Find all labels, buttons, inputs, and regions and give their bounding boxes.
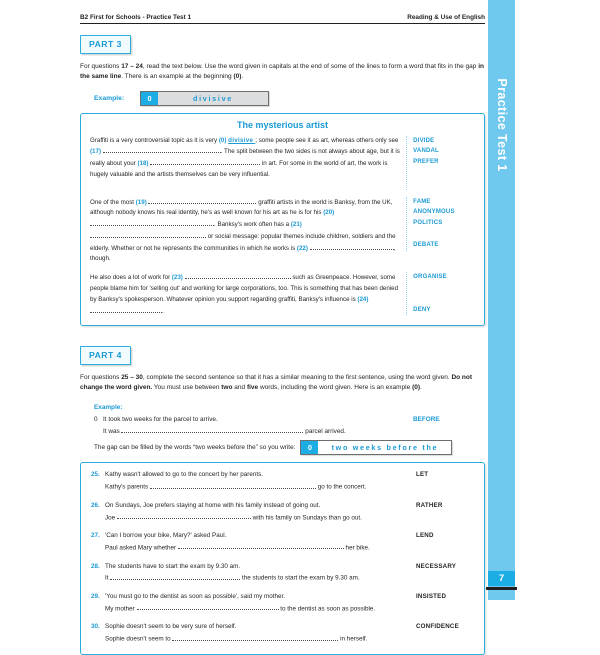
question-answer-row bbox=[91, 482, 474, 493]
part-4-rubric-text-6: . bbox=[420, 384, 422, 392]
part-3-keyword-blank bbox=[413, 179, 475, 190]
part-3-paragraph-text bbox=[90, 272, 406, 317]
part-3-keyword: POLITICS bbox=[413, 220, 443, 227]
paragraph-text-run: He also does a lot of work for bbox=[90, 274, 172, 282]
question-prompt: On Sundays, Joe prefers staying at home with his family instead of going out. bbox=[105, 501, 321, 509]
part-3-keyword: DENY bbox=[413, 306, 431, 313]
part-3-keyword: ORGANISE bbox=[413, 274, 447, 281]
part-3-keyword-blank bbox=[413, 283, 475, 294]
part-4-example-prompt-row bbox=[94, 414, 485, 426]
question-key-word: INSISTED bbox=[416, 593, 447, 601]
part-3-rubric-text-3: . There is an example at the beginning bbox=[121, 73, 234, 81]
question-key-word: NECESSARY bbox=[416, 562, 457, 570]
answer-input-line[interactable] bbox=[137, 604, 279, 611]
paragraph-text-run: . Banksy's work often has a bbox=[214, 221, 291, 229]
gap-answer-line[interactable] bbox=[185, 272, 291, 279]
part-4-example-gap-row bbox=[94, 426, 485, 438]
part-4-rubric-text-2: , complete the second sentence so that it has a similar meaning to the first sentence, using the word given. bbox=[142, 373, 452, 381]
part-4-example-keyword: BEFORE bbox=[413, 415, 440, 423]
part-4-example-gap-line bbox=[121, 426, 303, 433]
question-key-word: LEND bbox=[416, 532, 434, 540]
question-prompt: Sophie doesn't seem to be very sure of herself. bbox=[105, 623, 237, 631]
part-4-rubric-emphasis-4: (0) bbox=[412, 384, 421, 392]
part-3-paragraph-list bbox=[90, 136, 475, 318]
question-prompt: 'You must go to the dentist as soon as possible', said my mother. bbox=[105, 593, 285, 601]
part-3-rubric-text-1: For questions bbox=[80, 62, 122, 70]
part-3-example-number: 0 bbox=[141, 92, 158, 105]
answer-lead-text: Sophie doesn't seem to bbox=[105, 635, 173, 643]
answer-lead-text: My mother bbox=[105, 605, 137, 613]
question-prompt: 'Can I borrow your bike, Mary?' asked Paul. bbox=[105, 532, 227, 540]
answer-lead-text: Kathy's parents bbox=[105, 483, 150, 491]
part-3-paragraph bbox=[90, 197, 475, 266]
part-4-question-item bbox=[91, 592, 474, 615]
gap-answer-line[interactable] bbox=[90, 219, 214, 226]
answer-tail-text: to the dentist as soon as possible. bbox=[278, 605, 376, 613]
part-4-question-item bbox=[91, 562, 474, 585]
question-answer-row bbox=[91, 573, 474, 584]
question-number: 29. bbox=[91, 593, 100, 601]
part-4-question-item bbox=[91, 470, 474, 493]
paragraph-text-run: graffiti artists in the world is Banksy, from the UK, although nobody knows his real identity, he's as well known for his art as he is for his bbox=[90, 198, 393, 217]
practice-test-side-tab bbox=[488, 0, 515, 600]
answer-input-line[interactable] bbox=[178, 543, 344, 550]
part-3-rubric-text-4: . bbox=[241, 73, 244, 81]
page-number-badge bbox=[488, 571, 515, 586]
question-number: 28. bbox=[91, 562, 100, 570]
paragraph-spacer bbox=[90, 190, 475, 197]
part-3-example-answer-strip bbox=[140, 91, 269, 106]
gap-number: (19) bbox=[135, 198, 149, 206]
part-4-question-item bbox=[91, 531, 474, 554]
gap-answer-line[interactable] bbox=[148, 197, 256, 204]
part-3-example-row bbox=[80, 91, 485, 106]
part-3-heading: PART 3 bbox=[80, 35, 131, 54]
question-prompt-row bbox=[91, 470, 474, 481]
part-3-keyword: FAME bbox=[413, 198, 431, 205]
part-4-example-label: Example: bbox=[94, 403, 123, 411]
gap-answer-line[interactable] bbox=[90, 231, 206, 238]
page-header bbox=[80, 14, 485, 24]
gap-number: (20) bbox=[323, 209, 335, 217]
answer-tail-text: the students to start the exam by 9.30 am. bbox=[240, 574, 360, 582]
part-4-write-instruction-row bbox=[94, 440, 485, 455]
part-4-question-range: 25 – 30 bbox=[121, 373, 143, 381]
question-answer-row bbox=[91, 634, 474, 645]
gap-answer-line[interactable] bbox=[150, 158, 260, 165]
part-4-rubric-text-3: You must use between bbox=[152, 384, 222, 392]
question-answer-row bbox=[91, 513, 474, 524]
part-4-rubric-emphasis-2: two bbox=[221, 384, 233, 392]
part-4-question-item bbox=[91, 622, 474, 645]
paragraph-text-run: or social message: popular themes include children, soldiers and the elderly. Whether or not he represents the communities in which he works is bbox=[90, 232, 396, 252]
answer-input-line[interactable] bbox=[110, 573, 240, 580]
answer-tail-text: her bike. bbox=[343, 544, 370, 552]
answer-input-line[interactable] bbox=[117, 513, 251, 520]
part-4-heading: PART 4 bbox=[80, 346, 131, 365]
gap-example-answer: divisive bbox=[228, 136, 256, 144]
part-4-rubric bbox=[80, 373, 485, 394]
gap-number: (24) bbox=[357, 295, 369, 303]
answer-input-line[interactable] bbox=[150, 482, 316, 489]
part-3-text-title: The mysterious artist bbox=[236, 119, 329, 130]
question-prompt-row bbox=[91, 562, 474, 573]
answer-input-line[interactable] bbox=[172, 634, 338, 641]
gap-answer-line[interactable] bbox=[103, 146, 221, 153]
gap-answer-line[interactable] bbox=[90, 306, 162, 313]
side-tab-label: Practice Test 1 bbox=[494, 78, 509, 172]
part-3-keyword-column bbox=[406, 272, 475, 315]
part-4-rubric-emphasis-1: Do not change the word given. bbox=[80, 373, 473, 392]
part-3-keyword-column bbox=[406, 197, 475, 251]
question-number: 25. bbox=[91, 471, 100, 479]
question-prompt: The students have to start the exam by 9.30 am. bbox=[105, 562, 241, 570]
part-4-example-sentence: It took two weeks for the parcel to arrive. bbox=[103, 415, 218, 423]
part-3-keyword: ANONYMOUS bbox=[413, 209, 455, 216]
gap-number: (22) bbox=[296, 244, 310, 252]
part-3-rubric bbox=[80, 62, 485, 83]
part-4-section bbox=[80, 345, 485, 655]
question-number: 27. bbox=[91, 532, 100, 540]
gap-number: (23) bbox=[171, 274, 185, 282]
part-4-rubric-text-5: words, including the word given. Here is an example bbox=[258, 384, 413, 392]
part-3-keyword: DEBATE bbox=[413, 241, 439, 248]
part-4-example-answer-strip bbox=[300, 440, 452, 455]
question-prompt-row bbox=[91, 531, 474, 542]
page-number: 7 bbox=[498, 573, 505, 584]
paragraph-text-run: Graffiti is a very controversial topic as it is very bbox=[90, 136, 219, 144]
part-3-example-label: Example: bbox=[94, 94, 125, 102]
part-4-example-answer-text: two weeks before the bbox=[318, 441, 451, 454]
page-number-rule bbox=[486, 587, 517, 590]
part-3-keyword: PREFER bbox=[413, 159, 439, 166]
header-right-title: Reading & Use of English bbox=[407, 14, 485, 21]
question-number: 26. bbox=[91, 501, 100, 509]
part-4-rubric-text-1: For questions bbox=[80, 373, 122, 381]
paragraph-text-run: in art. For some in the world of art, the work is hugely valuable and the artists themselves can be very influential. bbox=[90, 160, 388, 178]
part-3-paragraph bbox=[90, 136, 475, 190]
part-3-question-range: 17 – 24 bbox=[121, 62, 143, 70]
paragraph-text-run: One of the most bbox=[90, 198, 136, 206]
part-4-example-answer-number: 0 bbox=[301, 441, 318, 454]
part-4-example-number: 0 bbox=[94, 415, 98, 423]
gap-number: (21) bbox=[290, 221, 302, 229]
gap-number: (0) bbox=[218, 136, 229, 144]
question-prompt-row bbox=[91, 501, 474, 512]
part-4-example-block bbox=[80, 402, 485, 456]
part-3-keyword-blank bbox=[413, 168, 475, 179]
answer-lead-text: It bbox=[105, 574, 111, 582]
part-3-keyword-column bbox=[406, 136, 475, 190]
part-3-keyword-blank bbox=[413, 294, 475, 305]
question-key-word: LET bbox=[416, 471, 429, 479]
header-left-title: B2 First for Schools - Practice Test 1 bbox=[80, 14, 192, 21]
question-answer-row bbox=[91, 543, 474, 554]
answer-lead-text: Paul asked Mary whether bbox=[105, 544, 178, 552]
answer-tail-text: with his family on Sundays than go out. bbox=[250, 514, 362, 521]
content-column bbox=[80, 34, 485, 655]
question-key-word: CONFIDENCE bbox=[416, 623, 459, 631]
part-4-write-instruction: The gap can be filled by the words “two weeks before the” so you write: bbox=[94, 443, 296, 451]
question-key-word: RATHER bbox=[416, 501, 443, 509]
part-3-keyword: VANDAL bbox=[413, 148, 439, 155]
paragraph-spacer bbox=[90, 265, 475, 272]
part-3-rubric-text-2: , read the text below. Use the word given in capitals at the end of some of the lines to form a word that fits in the gap bbox=[142, 62, 479, 70]
question-prompt-row bbox=[91, 622, 474, 633]
part-3-text-box bbox=[80, 113, 485, 327]
part-4-question-item bbox=[91, 501, 474, 524]
part-3-paragraph bbox=[90, 272, 475, 317]
question-prompt-row bbox=[91, 592, 474, 603]
gap-number: (18) bbox=[137, 160, 151, 168]
part-3-paragraph-text bbox=[90, 197, 406, 266]
paragraph-text-run: . bbox=[162, 307, 164, 315]
question-prompt: Kathy wasn't allowed to go to the concert by her parents. bbox=[105, 471, 264, 479]
paragraph-text-run: such as Greenpeace. However, some people blame him for 'selling out' and working for large corporations, too. This is something that has been denied by Banksy's spokesperson. Whatever opinion you support regarding graffiti, Banksy's influence is bbox=[90, 274, 399, 303]
question-number: 30. bbox=[91, 623, 100, 631]
answer-tail-text: in herself. bbox=[338, 635, 368, 643]
part-4-rubric-emphasis-3: five bbox=[246, 384, 259, 392]
gap-number: (17) bbox=[90, 148, 103, 156]
part-3-rubric-zero: (0) bbox=[233, 73, 242, 81]
part-3-rubric-emphasis: in the same line bbox=[80, 62, 484, 81]
part-4-example-fill-lead: It was bbox=[103, 427, 120, 435]
part-4-rubric-text-4: and bbox=[232, 384, 247, 392]
question-answer-row bbox=[91, 604, 474, 615]
gap-answer-line[interactable] bbox=[310, 243, 394, 250]
part-4-question-box bbox=[80, 462, 485, 655]
part-3-keyword: DIVIDE bbox=[413, 137, 435, 144]
paragraph-text-run: ; some people see it as art, whereas others only see bbox=[255, 136, 399, 144]
part-3-example-answer: divisive bbox=[158, 92, 268, 105]
part-3-keyword-blank bbox=[413, 229, 475, 240]
answer-tail-text: go to the concert. bbox=[315, 483, 367, 491]
part-3-paragraph-text bbox=[90, 136, 406, 181]
answer-lead-text: Joe bbox=[105, 514, 117, 521]
paragraph-text-run: , though. bbox=[90, 244, 396, 263]
paragraph-text-run: . The split between the two sides is not always about age, but it is really about your bbox=[90, 148, 400, 168]
part-4-example-fill-tail: parcel arrived. bbox=[305, 427, 346, 435]
